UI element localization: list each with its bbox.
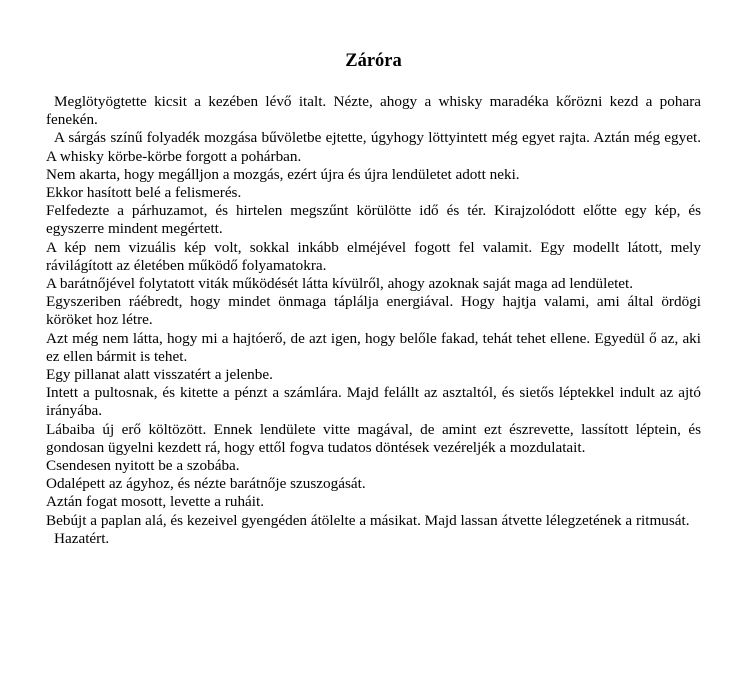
paragraph: Egyszeriben ráébredt, hogy mindet önmaga táplálja energiával. Hogy hajtja valami, ami által ördögi köröket hoz létre. (46, 293, 701, 329)
paragraph: Ekkor hasított belé a felismerés. (46, 184, 242, 202)
paragraph: A barátnőjével folytatott viták működését látta kívülről, ahogy azoknak saját maga ad lendületet. (46, 275, 634, 293)
paragraph: Bebújt a paplan alá, és kezeivel gyengéden átölelte a másikat. Majd lassan átvette lélegzetének a ritmusát. (46, 511, 690, 529)
paragraph: Intett a pultosnak, és kitette a pénzt a számlára. Majd felállt az asztaltól, és sietős léptekkel indult az ajtó irányába. (46, 384, 701, 420)
paragraph: Lábaiba új erő költözött. Ennek lendülete vitte magával, de amint ezt észrevette, lassított léptein, és gondosan ügyelni kezdett rá, hogy ettől fogva tudatos döntések vezéreljék a mozdulatait. (46, 420, 701, 456)
paragraph: Csendesen nyitott be a szobába. (46, 457, 240, 475)
paragraph: Azt még nem látta, hogy mi a hajtóerő, de azt igen, hogy belőle fakad, tehát tehet ellene. Egyedül ő az, aki ez ellen bármit is tehet. (46, 329, 701, 365)
document-body (46, 93, 701, 548)
paragraph: Felfedezte a párhuzamot, és hirtelen megszűnt körülötte idő és tér. Kirajzolódott előtte egy kép, és egyszerre mindent megértett. (46, 202, 701, 238)
paragraph: A sárgás színű folyadék mozgása bűvöletbe ejtette, úgyhogy löttyintett még egyet rajta. Aztán még egyet. A whisky körbe-körbe forgott a pohárban. (46, 129, 701, 165)
paragraph: Aztán fogat mosott, levette a ruháit. (46, 493, 265, 511)
paragraph: Meglötyögtette kicsit a kezében lévő italt. Nézte, ahogy a whisky maradéka kőrözni kezd a pohara fenekén. (46, 93, 701, 129)
paragraph: Odalépett az ágyhoz, és nézte barátnője szuszogását. (46, 475, 366, 493)
document-title: Záróra (345, 51, 402, 71)
paragraph: Nem akarta, hogy megálljon a mozgás, ezért újra és újra lendületet adott neki. (46, 165, 520, 183)
paragraph: Hazatért. (54, 529, 110, 547)
paragraph: Egy pillanat alatt visszatért a jelenbe. (46, 366, 273, 384)
paragraph: A kép nem vizuális kép volt, sokkal inkább elméjével fogott fel valamit. Egy modellt látott, mely rávilágított az életében működő folyamatokra. (46, 238, 701, 274)
